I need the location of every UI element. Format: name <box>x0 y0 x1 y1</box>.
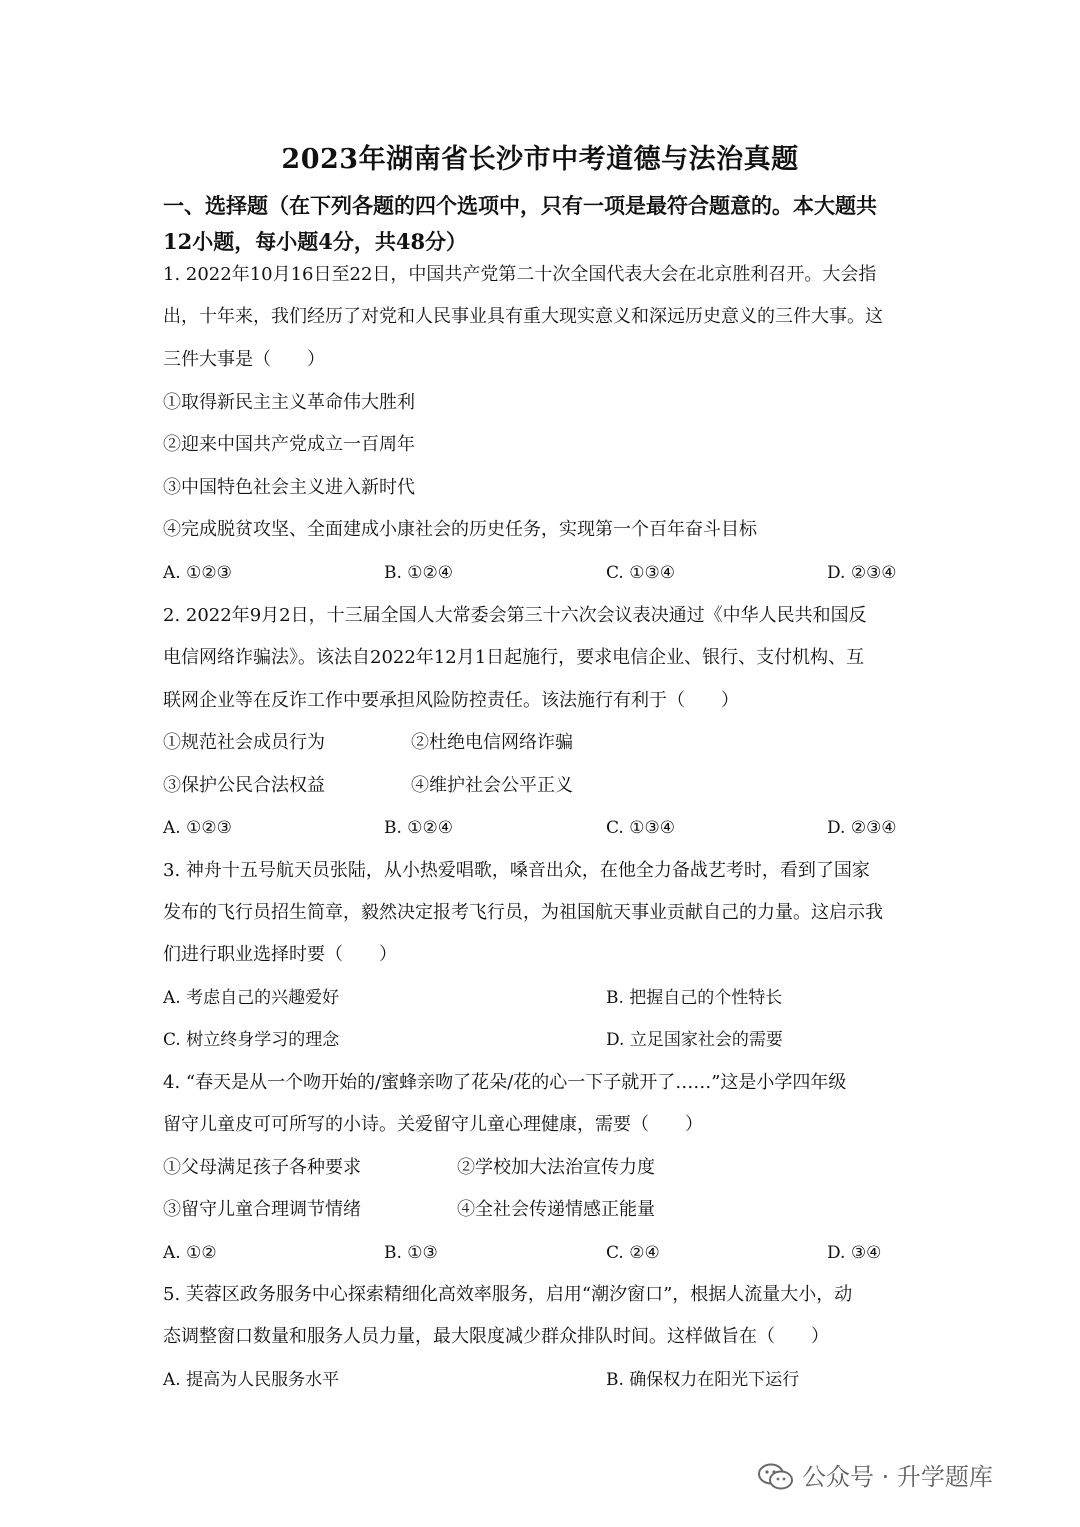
option-a: A. ①②③ <box>163 563 232 583</box>
section-heading <box>163 188 923 260</box>
section-heading-line: 12小题，每小题4分，共48分） <box>163 229 468 254</box>
question-text-line: 留守儿童皮可可所写的小诗。关爱留守儿童心理健康，需要（ ） <box>163 1114 703 1135</box>
statement-item: ③中国特色社会主义进入新时代 <box>163 477 415 498</box>
option-b: B. ①②④ <box>384 563 454 583</box>
page-title: 2023年湖南省长沙市中考道德与法治真题 <box>281 144 799 175</box>
question-text-line: 联网企业等在反诈工作中要承担风险防控责任。该法施行有利于（ ） <box>163 690 739 711</box>
statement-item: ②杜绝电信网络诈骗 <box>411 732 573 753</box>
question-text-line: 三件大事是（ ） <box>163 349 325 370</box>
option-c: C. 树立终身学习的理念 <box>163 1030 340 1050</box>
statement-item: ③留守儿童合理调节情绪 <box>163 1199 361 1220</box>
option-a: A. 考虑自己的兴趣爱好 <box>163 988 340 1008</box>
statement-item: ②迎来中国共产党成立一百周年 <box>163 434 415 455</box>
option-a: A. ①②③ <box>163 818 232 838</box>
option-c: C. ①③④ <box>606 818 675 838</box>
statement-item: ④维护社会公平正义 <box>411 775 573 796</box>
question-text-line: 3. 神舟十五号航天员张陆，从小热爱唱歌，嗓音出众，在他全力备战艺考时，看到了国家 <box>163 860 870 881</box>
statement-item: ④完成脱贫攻坚、全面建成小康社会的历史任务，实现第一个百年奋斗目标 <box>163 519 757 540</box>
statement-item: ①取得新民主主义革命伟大胜利 <box>163 392 415 413</box>
option-c: C. ②④ <box>606 1243 660 1263</box>
section-heading-line: 一、选择题（在下列各题的四个选项中，只有一项是最符合题意的。本大题共 <box>163 193 877 218</box>
question-text-line: 态调整窗口数量和服务人员力量，最大限度减少群众排队时间。这样做旨在（ ） <box>163 1326 829 1347</box>
option-b: B. 把握自己的个性特长 <box>606 988 783 1008</box>
question-text-line: 发布的飞行员招生简章，毅然决定报考飞行员，为祖国航天事业贡献自己的力量。这启示我 <box>163 902 883 923</box>
option-d: D. ③④ <box>827 1243 882 1263</box>
watermark-text: 公众号 · 升学题库 <box>802 1463 993 1491</box>
option-d: D. 立足国家社会的需要 <box>606 1030 783 1050</box>
question-text-line: 电信网络诈骗法》。该法自2022年12月1日起施行，要求电信企业、银行、支付机构、互 <box>163 647 865 668</box>
option-c: C. ①③④ <box>606 563 675 583</box>
question-text-line: 们进行职业选择时要（ ） <box>163 944 397 965</box>
question-text-line: 1. 2022年10月16日至22日，中国共产党第二十次全国代表大会在北京胜利召开。大会指 <box>163 264 877 285</box>
statement-item: ①父母满足孩子各种要求 <box>163 1157 361 1178</box>
statement-item: ③保护公民合法权益 <box>163 775 325 796</box>
question-text-line: 4. “春天是从一个吻开始的/蜜蜂亲吻了花朵/花的心一下子就开了……”这是小学四年级 <box>163 1072 847 1093</box>
option-b: B. ①②④ <box>384 818 454 838</box>
option-d: D. ②③④ <box>827 818 897 838</box>
question-text-line: 2. 2022年9月2日，十三届全国人大常委会第三十六次会议表决通过《中华人民共和国反 <box>163 605 867 626</box>
option-a: A. ①② <box>163 1243 217 1263</box>
option-b: B. 确保权力在阳光下运行 <box>606 1370 800 1390</box>
option-a: A. 提高为人民服务水平 <box>163 1370 340 1390</box>
question-text-line: 出，十年来，我们经历了对党和人民事业具有重大现实意义和深远历史意义的三件大事。这 <box>163 306 883 327</box>
question-text-line: 5. 芙蓉区政务服务中心探索精细化高效率服务，启用“潮汐窗口”，根据人流量大小，动 <box>163 1284 853 1305</box>
statement-item: ②学校加大法治宣传力度 <box>457 1157 655 1178</box>
option-d: D. ②③④ <box>827 563 897 583</box>
option-b: B. ①③ <box>384 1243 438 1263</box>
statement-item: ④全社会传递情感正能量 <box>457 1199 655 1220</box>
wechat-icon <box>758 1463 794 1500</box>
statement-item: ①规范社会成员行为 <box>163 732 325 753</box>
